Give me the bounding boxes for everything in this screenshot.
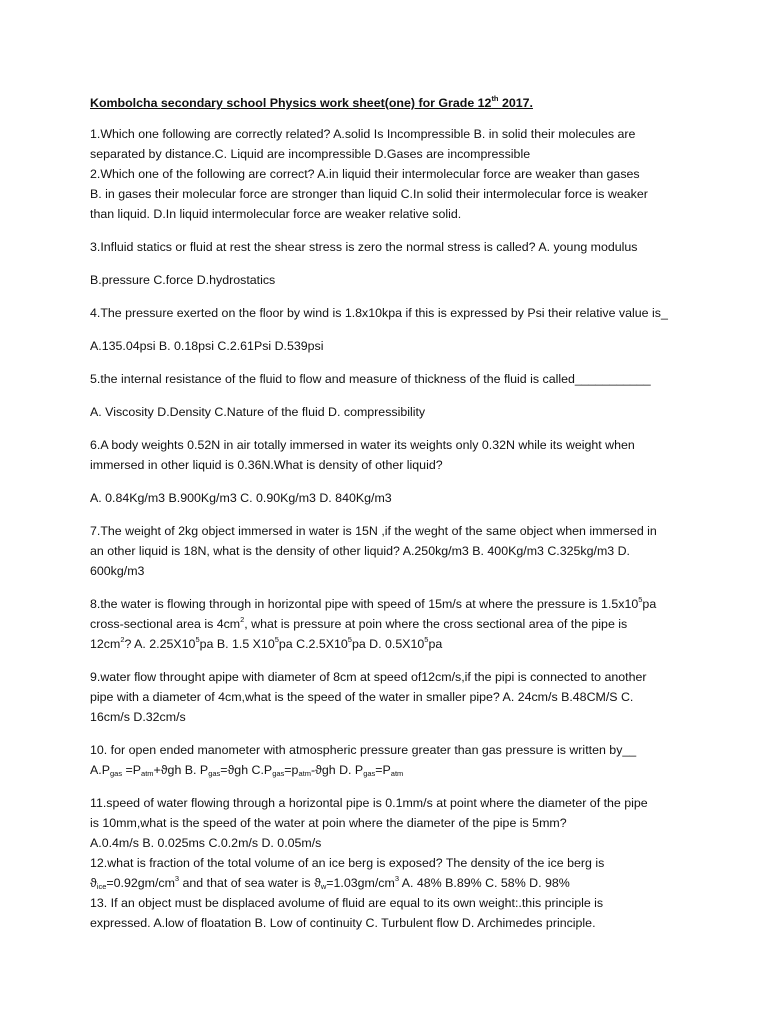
question-12-line-2: $ϑ_{ice}=0.92gm/cm^3$ and that of sea water is $ϑ_w=1.03gm/cm^3$ A. 48% B.89% C. 58% D. 98% xyxy=(90,874,570,891)
question-8-line-1: 8.the water is flowing through in horizontal pipe with speed of 15m/s at where the pressure is $1.5x10^5pa$ xyxy=(90,595,657,611)
question-12-line-1: 12.what is fraction of the total volume of an ice berg is exposed? The density of the ice berg is xyxy=(90,856,605,870)
question-7-line-2: an other liquid is 18N, what is the density of other liquid? A.250kg/m3 B. 400Kg/m3 C.325kg/m3 D. xyxy=(90,544,630,558)
question-11-options: A.0.4m/s B. 0.025ms C.0.2m/s D. 0.05m/s xyxy=(90,836,322,850)
question-10-options: $A.P_{gas} =P_{atm}+ϑgh$ B. $P_{gas}=ϑgh$ $C.P_{gas}=p_{atm}$-ϑgh D. $P_{gas}=P_{atm}$ xyxy=(90,763,404,778)
question-13-line-1: 13. If an object must be displaced avolume of fluid are equal to its own weight:.this principle is xyxy=(90,896,604,910)
question-8-line-3: $12cm^2$? A. $2.25X10^5pa$ B. 1.5 $X10^5pa$ $C.2.5X10^5pa$ D. $0.5X10^5pa$ xyxy=(90,635,443,651)
question-9-line-2: pipe with a diameter of 4cm,what is the speed of the water in smaller pipe? A. 24cm/s B.48CM/S C. xyxy=(90,690,634,704)
question-2-line-2: B. in gases their molecular force are stronger than liquid C.In solid their intermolecular force is weaker xyxy=(90,187,648,201)
question-5-options: A. Viscosity D.Density C.Nature of the fluid D. compressibility xyxy=(90,405,426,419)
question-3-options: B.pressure C.force D.hydrostatics xyxy=(90,273,276,287)
question-13-line-2: expressed. A.low of floatation B. Low of continuity C. Turbulent flow D. Archimedes principle. xyxy=(90,916,596,930)
question-9-line-3: 16cm/s D.32cm/s xyxy=(90,710,186,724)
question-5-line-1: 5.the internal resistance of the fluid to flow and measure of thickness of the fluid is called___________ xyxy=(90,372,651,386)
question-4-line-1: 4.The pressure exerted on the floor by wind is 1.8x10kpa if this is expressed by Psi their relative value is_ xyxy=(90,306,668,320)
question-6-line-1: 6.A body weights 0.52N in air totally immersed in water its weights only 0.32N while its weight when xyxy=(90,438,635,452)
question-10-line-1: 10. for open ended manometer with atmospheric pressure greater than gas pressure is written by__ xyxy=(90,743,637,757)
question-9-line-1: 9.water flow throught apipe with diameter of 8cm at speed of12cm/s,if the pipi is connected to another xyxy=(90,670,647,684)
question-6-line-2: immersed in other liquid is 0.36N.What is density of other liquid? xyxy=(90,458,443,472)
question-4-options: A.135.04psi B. 0.18psi C.2.61Psi D.539psi xyxy=(90,339,324,353)
question-1-line-2: separated by distance.C. Liquid are incompressible D.Gases are incompressible xyxy=(90,147,531,161)
question-7-line-1: 7.The weight of 2kg object immersed in water is 15N ,if the weght of the same object when immersed in xyxy=(90,524,657,538)
question-1-line-1: 1.Which one following are correctly related? A.solid Is Incompressible B. in solid their molecules are xyxy=(90,127,636,141)
question-3-line-1: 3.Influid statics or fluid at rest the shear stress is zero the normal stress is called? A. young modulus xyxy=(90,240,638,254)
worksheet-title: Kombolcha secondary school Physics work sheet(one) for Grade 12th 2017. xyxy=(90,94,533,110)
question-6-options: A. 0.84Kg/m3 B.900Kg/m3 C. 0.90Kg/m3 D. 840Kg/m3 xyxy=(90,491,392,505)
question-7-line-3: 600kg/m3 xyxy=(90,564,145,578)
question-2-line-1: 2.Which one of the following are correct? A.in liquid their intermolecular force are weaker than gases xyxy=(90,167,640,181)
question-2-line-3: than liquid. D.In liquid intermolecular force are weaker relative solid. xyxy=(90,207,462,221)
question-11-line-1: 11.speed of water flowing through a horizontal pipe is 0.1mm/s at point where the diameter of the pipe xyxy=(90,796,648,810)
question-11-line-2: is 10mm,what is the speed of the water at poin where the diameter of the pipe is 5mm? xyxy=(90,816,567,830)
question-8-line-2: cross-sectional area is $4cm^2$, what is pressure at poin where the cross sectional area of the pipe is xyxy=(90,615,628,631)
